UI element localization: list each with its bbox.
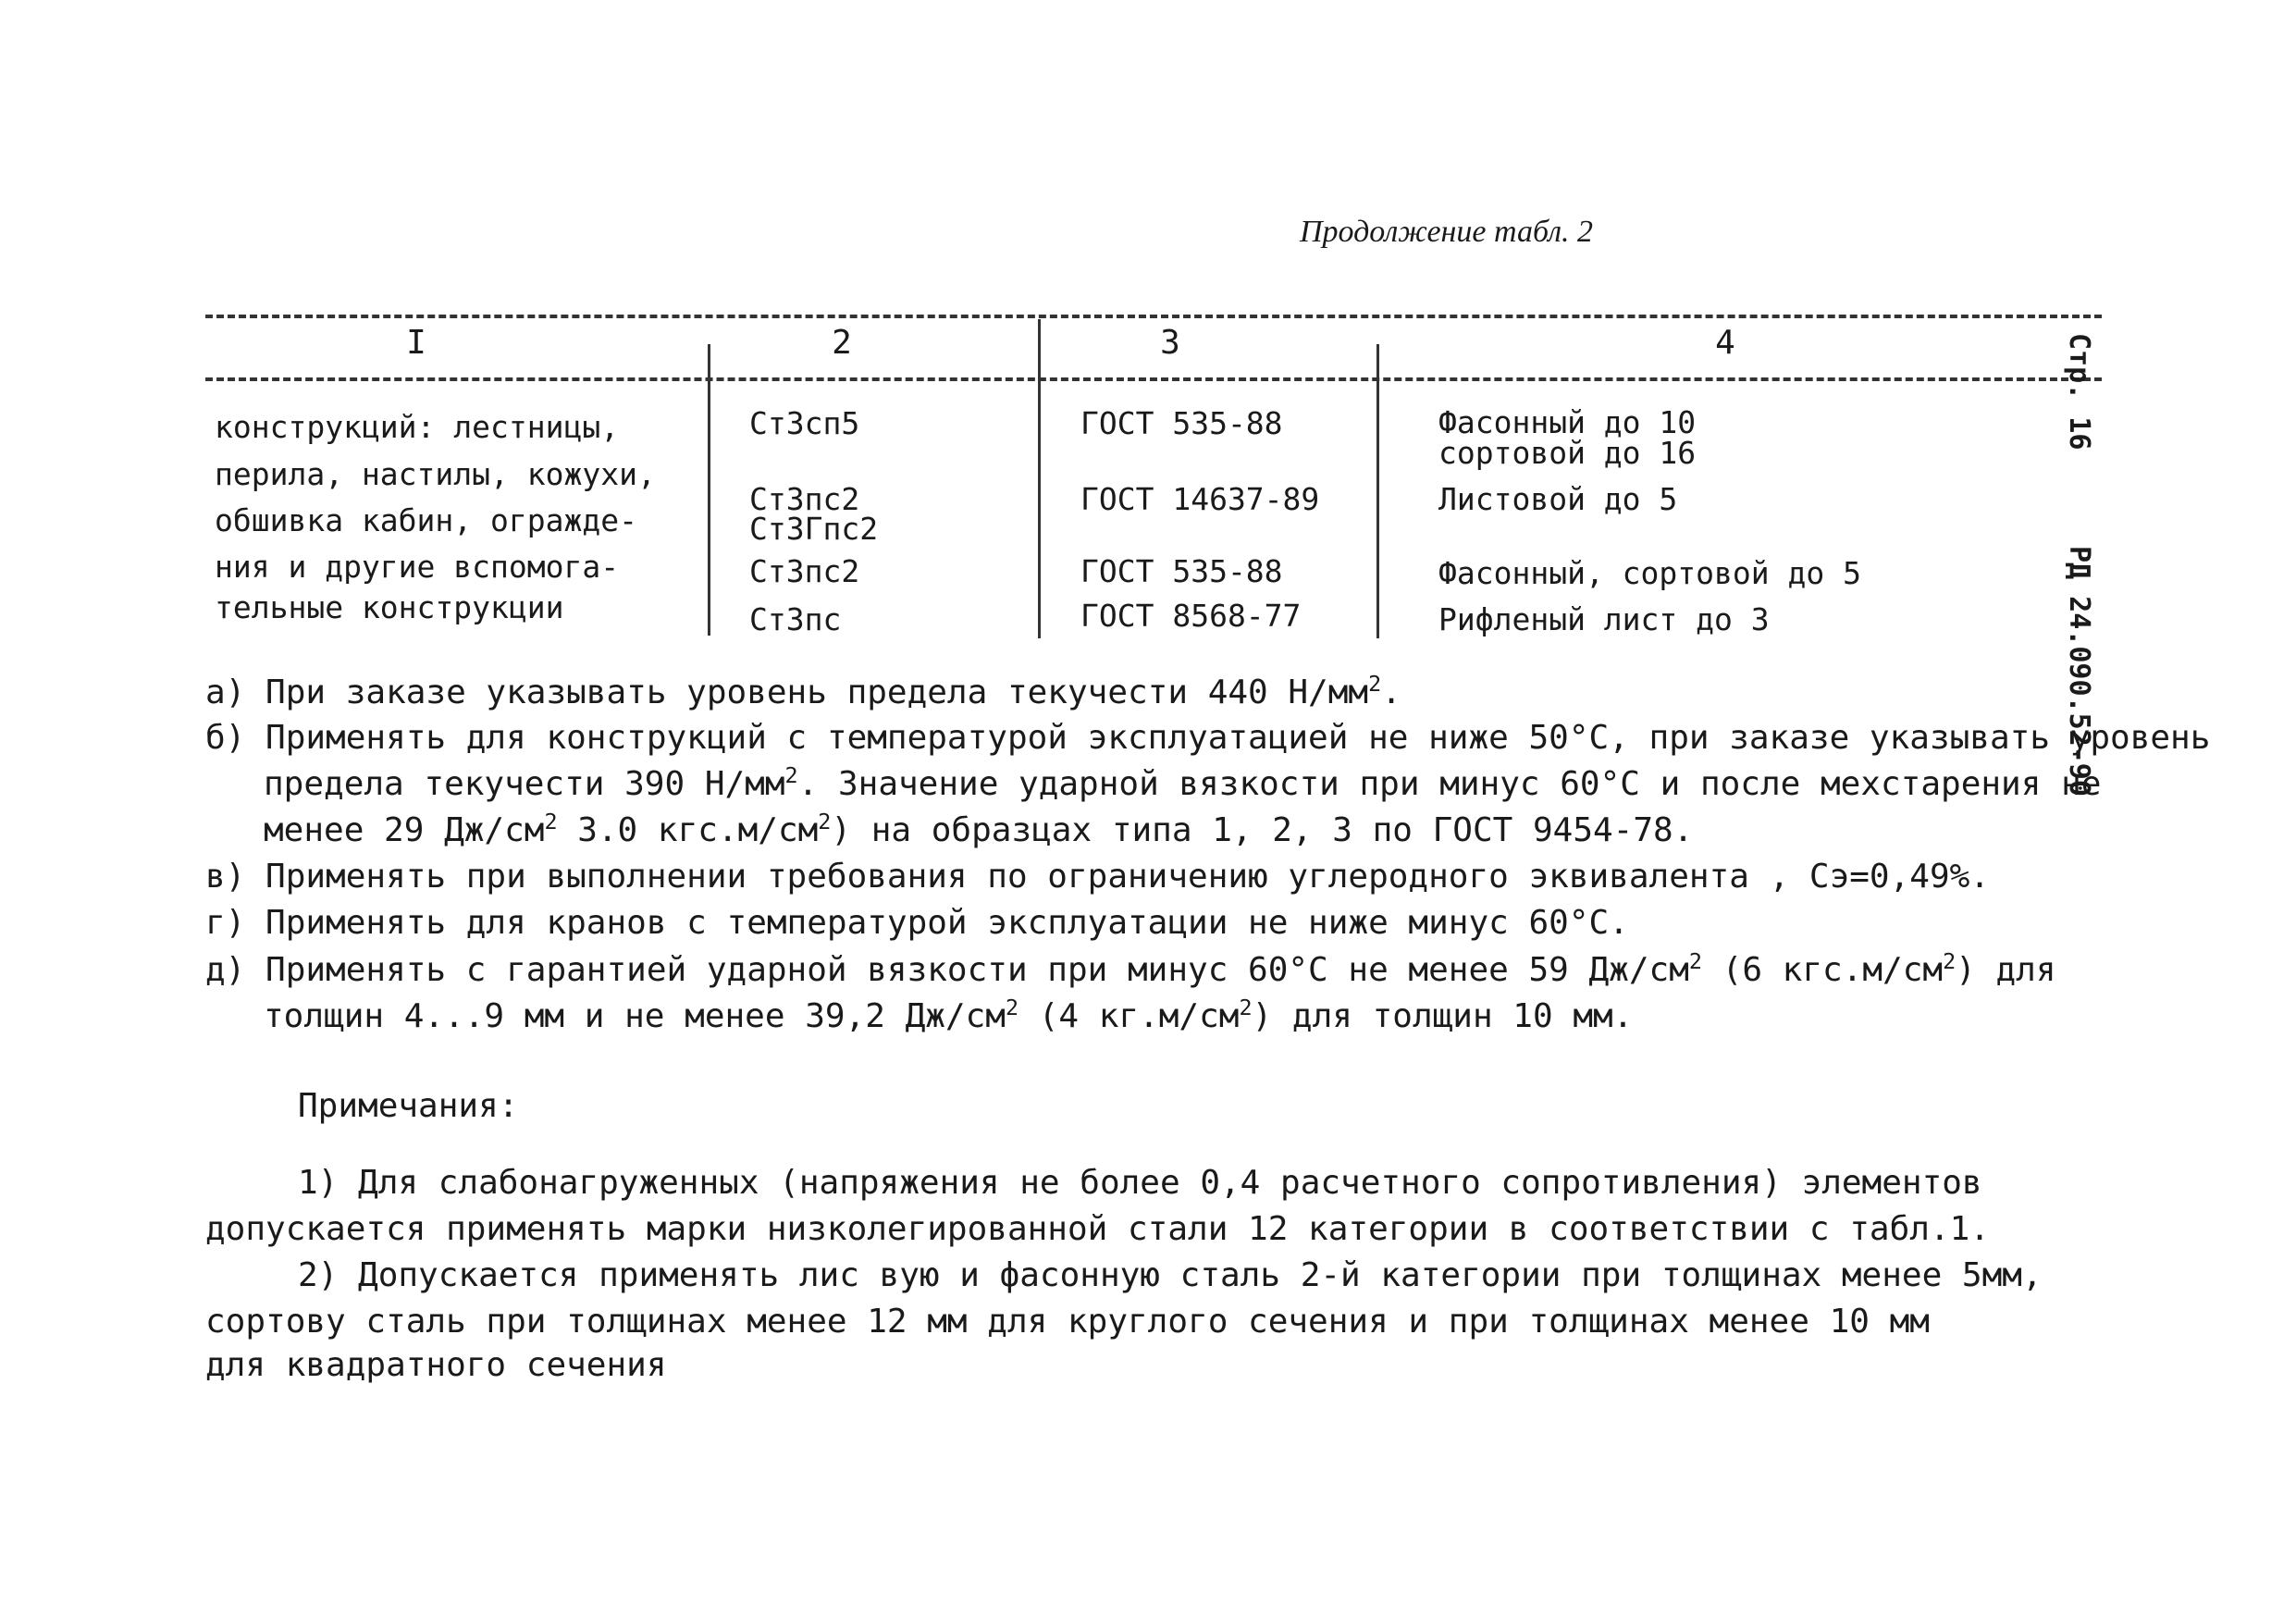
note-2-line-3: для квадратного сечения: [205, 1346, 667, 1384]
steel-grade-3: Ст3Гпс2: [749, 511, 879, 547]
product-2: сортовой до 16: [1438, 435, 1697, 471]
table-header-rule: [205, 377, 2102, 381]
product-4: Фасонный, сортовой до 5: [1438, 555, 1861, 591]
column-divider-3: [1376, 344, 1379, 638]
note-2-line-1: 2) Допускается применять лис вую и фасонную сталь 2-й категории при толщинах менее 5мм,: [298, 1256, 2043, 1294]
footnote-b-line-3: менее 29 $Дж/см^2$ 3.0 $кгс.м/см^2$) на образцах типа 1, 2, 3 по ГОСТ 9454-78.: [264, 809, 1694, 849]
header-col-1: I: [406, 324, 426, 362]
column-divider-2: [1038, 319, 1041, 638]
notes-title: Примечания:: [298, 1087, 519, 1125]
page-number-stamp: Стр. 16: [2063, 333, 2095, 451]
column-divider-1: [708, 344, 710, 636]
header-col-4: 4: [1715, 324, 1735, 362]
footnote-a: а) При заказе указывать уровень предела текучести 440 $Н/мм^2$.: [205, 671, 1401, 711]
product-5: Рифленый лист до 3: [1438, 601, 1770, 637]
steel-grade-5: Ст3пс: [749, 601, 842, 637]
gost-2: ГОСТ 14637-89: [1080, 481, 1320, 517]
continuation-label: Продолжение табл. 2: [1300, 215, 1594, 249]
structure-line-5: тельные конструкции: [215, 589, 564, 625]
document-code-stamp: РД 24.090.52-90: [2063, 546, 2095, 797]
footnote-d-line-2: толщин 4...9 мм и не менее 39,2 $Дж/см^2$ (4 $кг.м/см^2$) для толщин 10 мм.: [264, 995, 1634, 1035]
header-col-3: 3: [1160, 324, 1180, 362]
steel-grade-2: Ст3пс2: [749, 481, 860, 517]
product-3: Листовой до 5: [1438, 481, 1678, 517]
structure-line-2: перила, настилы, кожухи,: [215, 456, 656, 492]
product-1: Фасонный до 10: [1438, 404, 1697, 440]
note-1-line-2: допускается применять марки низколегированной стали 12 категории в соответствии с табл.1.: [205, 1210, 1990, 1248]
table-top-rule: [205, 315, 2102, 318]
structure-line-3: обшивка кабин, огражде-: [215, 502, 637, 538]
structure-line-4: ния и другие вспомога-: [215, 549, 620, 585]
footnote-b-line-1: б) Применять для конструкций с температурой эксплуатацией не ниже 50°С, при заказе указывать уровень: [205, 719, 2211, 757]
gost-3: ГОСТ 535-88: [1080, 553, 1283, 589]
steel-grade-1: Ст3сп5: [749, 405, 860, 441]
footnote-d-line-1: д) Применять с гарантией ударной вязкости при минус 60°С не менее 59 $Дж/см^2$ (6 $кгс.м/см^2$) для: [205, 948, 2056, 989]
gost-1: ГОСТ 535-88: [1080, 405, 1283, 441]
footnote-v: в) Применять при выполнении требования по ограничению углеродного эквивалента , Сэ=0,49%.: [205, 858, 1990, 896]
note-1-line-1: 1) Для слабонагруженных (напряжения не более 0,4 расчетного сопротивления) элементов: [298, 1164, 1982, 1202]
gost-4: ГОСТ 8568-77: [1080, 598, 1302, 634]
footnote-g: г) Применять для кранов с температурой эксплуатации не ниже минус 60°С.: [205, 904, 1629, 942]
structure-line-1: конструкций: лестницы,: [215, 409, 620, 445]
footnote-b-line-2: предела текучести 390 $Н/мм^2$. Значение ударной вязкости при минус 60°С и после мехстарения не: [264, 762, 2102, 803]
note-2-line-2: сортову сталь при толщинах менее 12 мм для круглого сечения и при толщинах менее 10 мм: [205, 1303, 1930, 1341]
steel-grade-4: Ст3пс2: [749, 553, 860, 589]
header-col-2: 2: [832, 324, 852, 362]
